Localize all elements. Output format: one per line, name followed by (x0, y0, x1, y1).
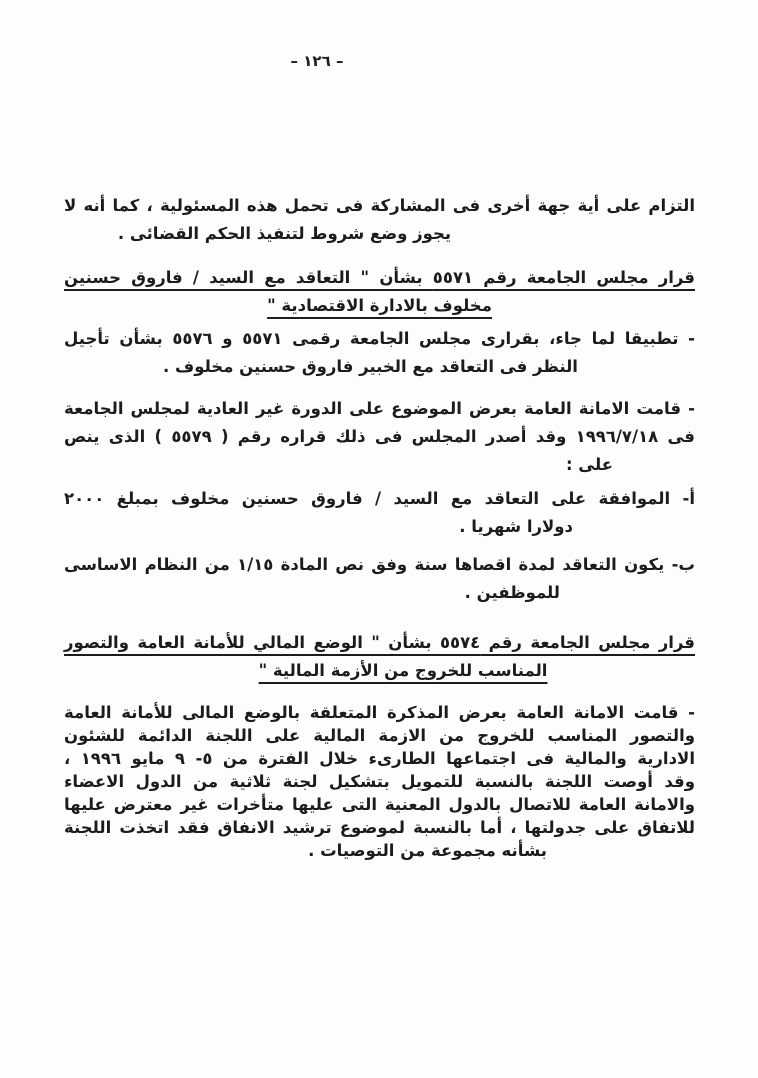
text-line: والامانة العامة للاتصال بالدول المعنية التى عليها متأخرات غير معترض عليها (64, 795, 695, 814)
text-line: الادارية والمالية فى اجتماعها الطارىء خلال الفترة من ٥- ٩ مايو ١٩٩٦ ، (64, 749, 695, 768)
heading-decision-5571 (64, 264, 695, 320)
text-line: يجوز وضع شروط لتنفيذ الحكم القضائى . (117, 224, 452, 243)
text-line: للاتفاق على جدولتها ، أما بالنسبة لموضوع ترشيد الانفاق فقد اتخذت اللجنة (64, 818, 695, 837)
text-line: التزام على أية جهة أخرى فى المشاركة فى تحمل هذه المسئولية ، كما أنه لا (64, 196, 695, 215)
text-line: مخلوف بالادارة الاقتصادية " (267, 296, 492, 315)
text-line: أ- الموافقة على التعاقد مع السيد / فاروق حسنين مخلوف بمبلغ ٢٠٠٠ (64, 489, 695, 508)
text-line: للموظفين . (464, 583, 560, 602)
text-line: ب- يكون التعاقد لمدة اقصاها سنة وفق نص المادة ١/١٥ من النظام الاساسى (64, 555, 695, 574)
text-line: وقد أوصت اللجنة بالنسبة للتمويل بتشكيل لجنة ثلاثية من الدول الاعضاء (64, 772, 695, 791)
list-item-a (64, 485, 695, 541)
page-number: – ١٢٦ – (290, 52, 344, 70)
text-line: النظر فى التعاقد مع الخبير فاروق حسنين مخلوف . (163, 357, 578, 376)
paragraph-judgment-execution (64, 192, 695, 248)
text-line: دولارا شهريا . (459, 517, 573, 536)
paragraph-secretariat-session (64, 395, 695, 479)
text-line: قرار مجلس الجامعة رقم ٥٥٧٤ بشأن " الوضع المالي للأمانة العامة والتصور (64, 633, 695, 652)
paragraph-financial-situation (64, 701, 695, 862)
text-line: - قامت الامانة العامة بعرض الموضوع على الدورة غير العادية لمجلس الجامعة (64, 399, 695, 418)
list-item-b (64, 551, 695, 607)
text-line: فى ١٩٩٦/٧/١٨ وقد أصدر المجلس فى ذلك قراره رقم ( ٥٥٧٩ ) الذى ينص (64, 427, 695, 446)
text-line: والتصور المناسب للخروج من الازمة المالية على اللجنة الدائمة للشئون (64, 726, 695, 745)
text-line: - تطبيقا لما جاء، بقرارى مجلس الجامعة رقمى ٥٥٧١ و ٥٥٧٦ بشأن تأجيل (64, 329, 696, 348)
text-line: المناسب للخروج من الأزمة المالية " (258, 661, 548, 680)
text-line: قرار مجلس الجامعة رقم ٥٥٧١ بشأن " التعاقد مع السيد / فاروق حسنين (64, 268, 695, 287)
text-line: بشأنه مجموعة من التوصيات . (308, 841, 547, 860)
text-line: على : (565, 455, 613, 474)
paragraph-postponement (64, 325, 695, 381)
text-line: - قامت الامانة العامة بعرض المذكرة المتعلقة بالوضع المالى للأمانة العامة (64, 703, 695, 722)
heading-decision-5574 (64, 629, 695, 685)
